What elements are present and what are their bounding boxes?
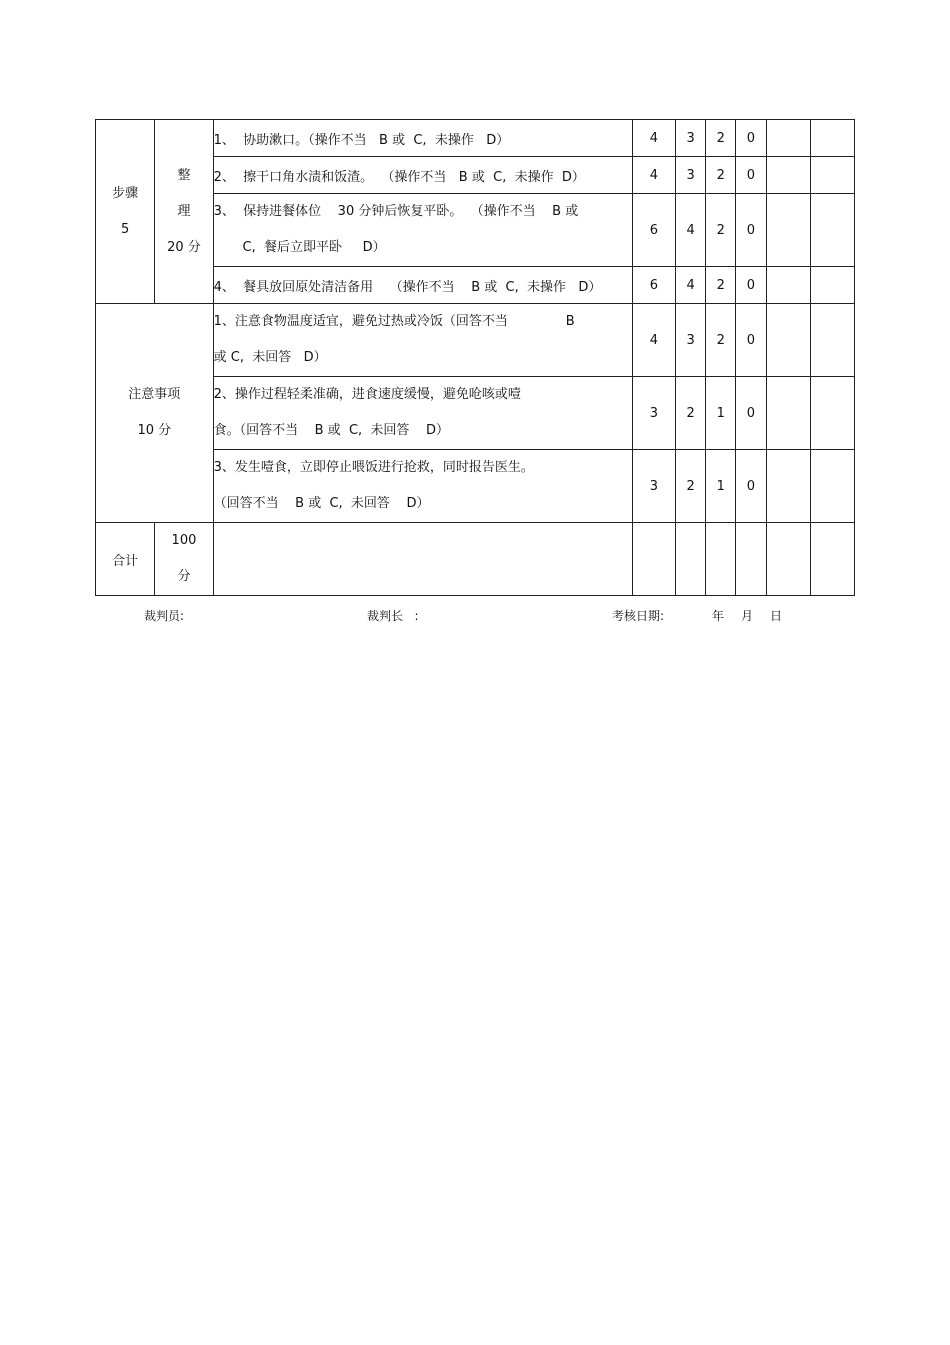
date-month-label: 月 — [741, 609, 754, 623]
score-c: 2 — [706, 304, 736, 377]
total-score: 100 分 — [155, 523, 213, 596]
blank-cell[interactable] — [810, 120, 854, 157]
blank-cell[interactable] — [766, 157, 810, 194]
blank-cell[interactable] — [810, 157, 854, 194]
score-d: 0 — [736, 120, 766, 157]
score-a: 6 — [632, 194, 675, 267]
item-text: 2、操作过程轻柔准确，进食速度缓慢，避免呛咳或噎 食。（回答不当 B 或 C, 未回答 D） — [213, 377, 632, 450]
item-text: 3、发生噎食，立即停止喂饭进行抢救，同时报告医生。 （回答不当 B 或 C, 未回答 D） — [213, 450, 632, 523]
judge-label: 裁判员: — [144, 609, 185, 623]
step-label: 步骤 5 — [96, 120, 155, 304]
blank-cell[interactable] — [676, 523, 706, 596]
score-a: 6 — [632, 267, 675, 304]
item-text: 4、 餐具放回原处清洁备用 （操作不当 B 或 C, 未操作 D） — [213, 267, 632, 304]
blank-cell[interactable] — [810, 377, 854, 450]
blank-cell[interactable] — [766, 267, 810, 304]
blank-cell[interactable] — [632, 523, 675, 596]
score-b: 2 — [676, 450, 706, 523]
score-d: 0 — [736, 450, 766, 523]
score-d: 0 — [736, 194, 766, 267]
blank-cell[interactable] — [810, 304, 854, 377]
blank-cell[interactable] — [766, 120, 810, 157]
chief-judge-label: 裁判长 : — [367, 609, 419, 623]
score-c: 2 — [706, 120, 736, 157]
score-a: 3 — [632, 450, 675, 523]
score-d: 0 — [736, 377, 766, 450]
score-a: 4 — [632, 157, 675, 194]
step-sub-label: 整 理 20 分 — [155, 120, 213, 304]
blank-cell[interactable] — [766, 304, 810, 377]
item-text: 2、 擦干口角水渍和饭渣。 （操作不当 B 或 C, 未操作 D） — [213, 157, 632, 194]
score-c: 2 — [706, 194, 736, 267]
score-c: 2 — [706, 157, 736, 194]
blank-cell[interactable] — [736, 523, 766, 596]
table-row — [96, 304, 855, 377]
total-label: 合计 — [96, 523, 155, 596]
score-b: 4 — [676, 267, 706, 304]
score-c: 1 — [706, 450, 736, 523]
score-b: 4 — [676, 194, 706, 267]
score-d: 0 — [736, 267, 766, 304]
notes-label: 注意事项 10 分 — [96, 304, 214, 523]
score-b: 2 — [676, 377, 706, 450]
blank-cell[interactable] — [766, 450, 810, 523]
blank-cell[interactable] — [766, 523, 810, 596]
item-text: 1、注意食物温度适宜，避免过热或冷饭（回答不当 B 或 C, 未回答 D） — [213, 304, 632, 377]
score-b: 3 — [676, 157, 706, 194]
blank-cell[interactable] — [213, 523, 632, 596]
blank-cell[interactable] — [766, 377, 810, 450]
date-day-label: 日 — [770, 609, 783, 623]
score-a: 4 — [632, 304, 675, 377]
item-text: 1、 协助漱口。（操作不当 B 或 C, 未操作 D） — [213, 120, 632, 157]
score-a: 3 — [632, 377, 675, 450]
scoring-table — [95, 119, 855, 596]
blank-cell[interactable] — [706, 523, 736, 596]
blank-cell[interactable] — [810, 194, 854, 267]
blank-cell[interactable] — [810, 267, 854, 304]
table-row — [96, 120, 855, 157]
date-year-label: 年 — [712, 609, 725, 623]
score-a: 4 — [632, 120, 675, 157]
blank-cell[interactable] — [810, 523, 854, 596]
score-d: 0 — [736, 157, 766, 194]
score-c: 1 — [706, 377, 736, 450]
blank-cell[interactable] — [766, 194, 810, 267]
score-b: 3 — [676, 304, 706, 377]
score-c: 2 — [706, 267, 736, 304]
score-d: 0 — [736, 304, 766, 377]
score-b: 3 — [676, 120, 706, 157]
table-row-total — [96, 523, 855, 596]
blank-cell[interactable] — [810, 450, 854, 523]
item-text: 3、 保持进餐体位 30 分钟后恢复平卧。 （操作不当 B 或 C, 餐后立即平卧 D） — [213, 194, 632, 267]
exam-date-label: 考核日期: — [612, 609, 665, 623]
